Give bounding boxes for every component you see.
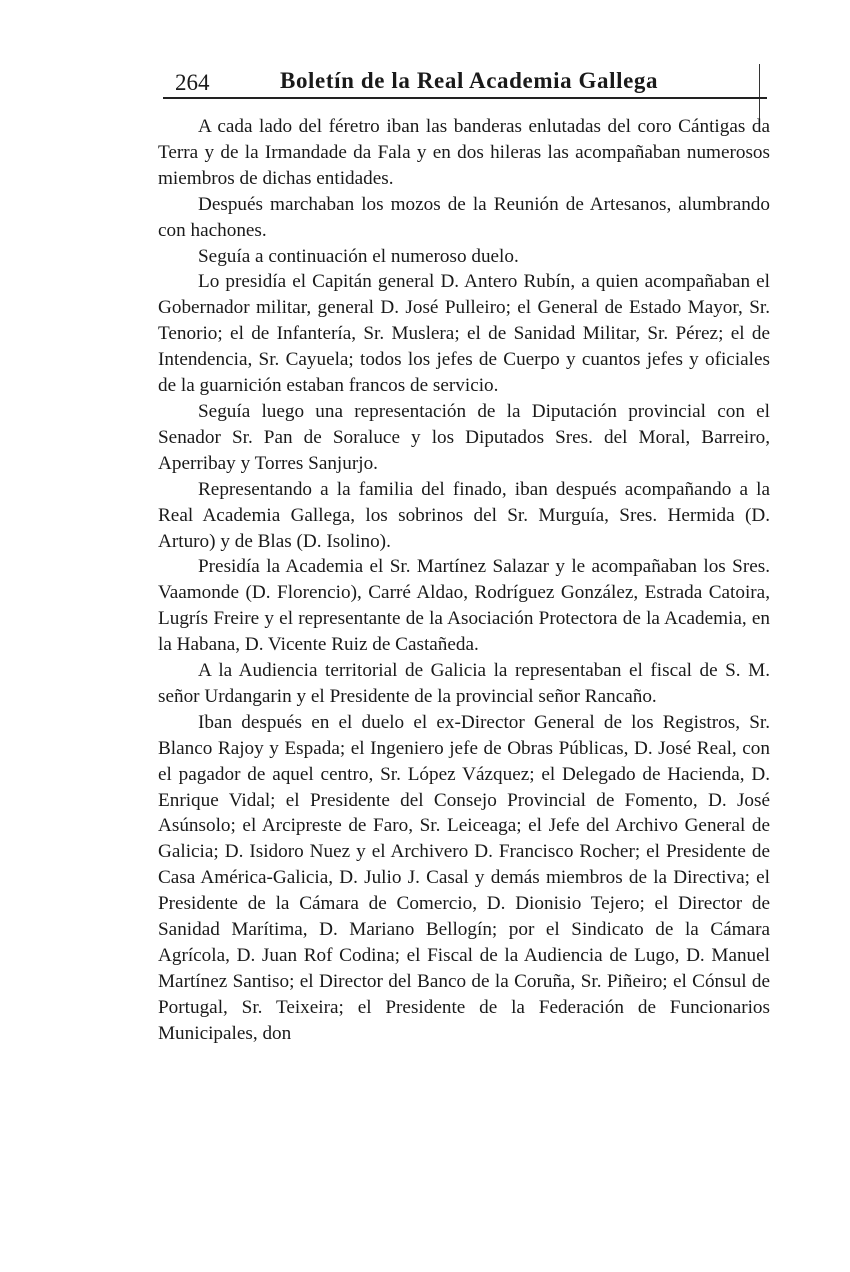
paragraph: Seguía luego una representación de la Diputación provincial con el Senador Sr. Pan de Soraluce y los Diputados Sres. del Moral, Barreiro, Aperribay y Torres Sanjurjo. bbox=[158, 400, 770, 474]
paragraph: A cada lado del féretro iban las banderas enlutadas del coro Cántigas da Terra y de la Irmandade da Fala y en dos hileras las acompañaban numerosos miembros de dichas entidades. bbox=[158, 116, 770, 189]
paragraph: Lo presidía el Capitán general D. Antero Rubín, a quien acompañaban el Gobernador militar, general D. José Pulleiro; el General de Estado Mayor, Sr. Tenorio; el de Infantería, Sr. Muslera; el de Sanidad Militar, Sr. Pérez; el de Intendencia, Sr. Cayuela; todos los jefes de Cuerpo y cuantos jefes y oficiales de la guarnición estaban francos de servicio. bbox=[158, 271, 770, 397]
paragraph: A la Audiencia territorial de Galicia la representaban el fiscal de S. M. señor Urdangarin y el Presidente de la provincial señor Rancaño. bbox=[158, 660, 770, 707]
body-text bbox=[158, 114, 770, 1047]
page-header bbox=[163, 64, 767, 98]
header-rule bbox=[163, 97, 767, 99]
paragraph: Representando a la familia del finado, iban después acompañando a la Real Academia Gallega, los sobrinos del Sr. Murguía, Sres. Hermida (D. Arturo) y de Blas (D. Isolino). bbox=[158, 478, 770, 552]
paragraph: Seguía a continuación el numeroso duelo. bbox=[198, 245, 519, 267]
running-title: Boletín de la Real Academia Gallega bbox=[280, 68, 659, 93]
paragraph: Iban después en el duelo el ex-Director General de los Registros, Sr. Blanco Rajoy y Espada; el Ingeniero jefe de Obras Públicas, D. José Real, con el pagador de aquel centro, Sr. López Vázquez; el Delegado de Hacienda, D. Enrique Vidal; el Presidente del Consejo Provincial de Fomento, D. José Asúnsolo; el Arcipreste de Faro, Sr. Leiceaga; el Jefe del Archivo General de Galicia; D. Isidoro Nuez y el Archivero D. Francisco Rocher; el Presidente de Casa América-Galicia, D. Julio J. Casal y demás miembros de la Directiva; el Presidente de la Cámara de Comercio, D. Dionisio Tejero; el Director de Sanidad Marítima, D. Mariano Bellogín; por el Sindicato de la Cámara Agrícola, D. Juan Rof Codina; el Fiscal de la Audiencia de Lugo, D. Manuel Martínez Santiso; el Director del Banco de la Coruña, Sr. Piñeiro; el Cónsul de Portugal, Sr. Teixeira; el Presidente de la Federación de Funcionarios Municipales, don bbox=[158, 711, 770, 1044]
paragraph: Después marchaban los mozos de la Reunión de Artesanos, alumbrando con hachones. bbox=[158, 193, 770, 241]
page-number: 264 bbox=[175, 70, 210, 95]
paragraph: Presidía la Academia el Sr. Martínez Salazar y le acompañaban los Sres. Vaamonde (D. Florencio), Carré Aldao, Rodríguez González, Estrada Catoira, Lugrís Freire y el representante de la Asociación Protectora de la Academia, en la Habana, D. Vicente Ruiz de Castañeda. bbox=[158, 556, 770, 656]
